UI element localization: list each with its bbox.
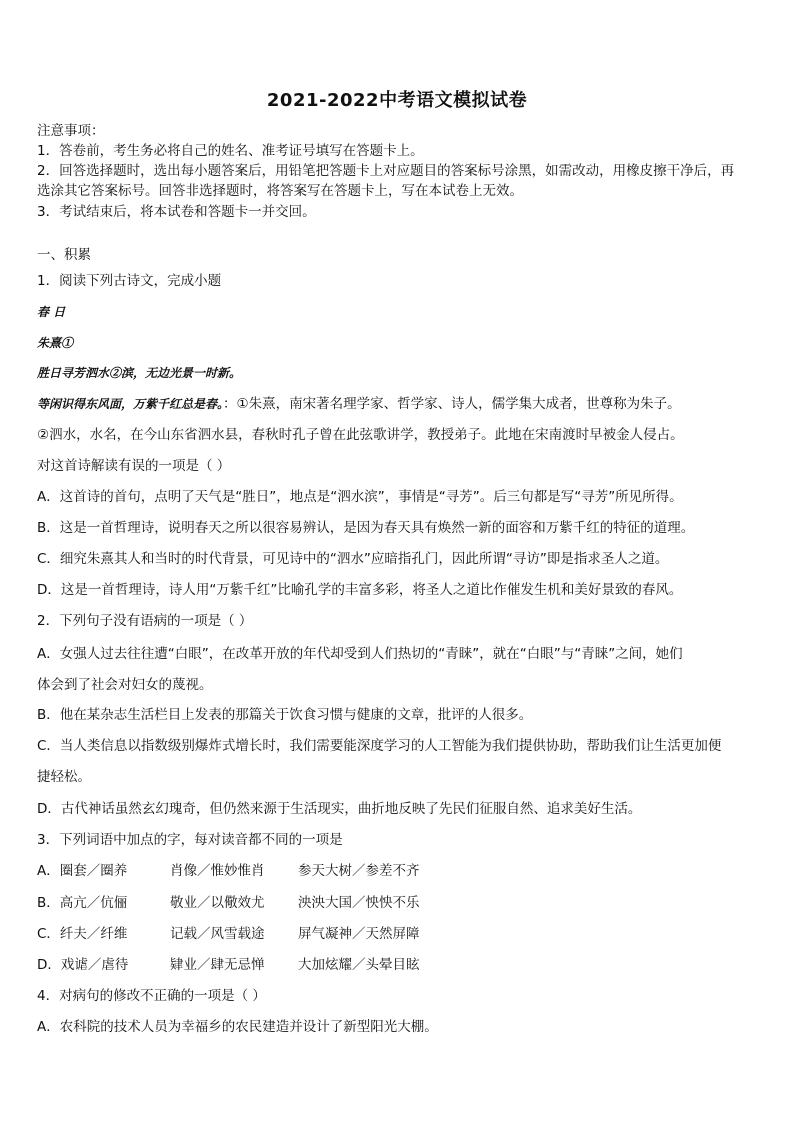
- option-cell: A．圈套／圈养: [37, 863, 128, 879]
- option-d: D．这是一首哲理诗，诗人用“万紫千红”比喻孔学的丰富多彩，将圣人之道比作催发生机和美好景致的春风。: [37, 582, 683, 598]
- option-b: B．这是一首哲理诗，说明春天之所以很容易辨认，是因为春天具有焕然一新的面容和万紫千红的特征的道理。: [37, 520, 695, 536]
- option-cell: 屏气凝神／天然屏障: [298, 926, 420, 942]
- notice-item: 2．回答选择题时，选出每小题答案后，用铅笔把答题卡上对应题目的答案标号涂黑，如需改动，用橡皮擦干净后，再: [37, 163, 735, 179]
- option-a: A．女强人过去往往遭“白眼”，在改革开放的年代却受到人们热切的“青睐”，就在“白眼”与“青睐”之间，她们: [37, 646, 683, 662]
- option-cell: 肄业／肆无忌惮: [170, 957, 265, 973]
- notice-item: 选涂其它答案标号。回答非选择题时，将答案写在答题卡上，写在本试卷上无效。: [37, 183, 523, 199]
- question-2-stem: 2．下列句子没有语病的一项是（ ）: [37, 613, 253, 629]
- question-3-stem: 3．下列词语中加点的字，每对读音都不同的一项是: [37, 832, 343, 848]
- notice-item: 1．答卷前，考生务必将自己的姓名、准考证号填写在答题卡上。: [37, 143, 424, 159]
- option-row-d: [37, 956, 420, 974]
- question-4-stem: 4．对病句的修改不正确的一项是（ ）: [37, 988, 266, 1004]
- option-d: D．古代神话虽然玄幻瑰奇，但仍然来源于生活现实，曲折地反映了先民们征服自然、追求美好生活。: [37, 801, 642, 817]
- option-row-b: [37, 894, 420, 912]
- poem-title: 春 日: [37, 305, 66, 319]
- poem-line-2: 等闲识得东风面，万紫千红总是春。: [37, 397, 224, 411]
- option-cell: D．戏谑／虐待: [37, 957, 129, 973]
- option-c-continued: 捷轻松。: [37, 769, 91, 785]
- option-cell: B．高亢／伉俪: [37, 895, 128, 911]
- notice-heading: 注意事项：: [37, 123, 105, 139]
- option-cell: C．纤夫／纤维: [37, 926, 128, 942]
- poem-note-1: ：①朱熹，南宋著名理学家、哲学家、诗人，儒学集大成者，世尊称为朱子。: [223, 396, 681, 412]
- question-1-prompt: 对这首诗解读有误的一项是（ ）: [37, 458, 231, 474]
- option-row-c: [37, 925, 420, 943]
- option-a-continued: 体会到了社会对妇女的蔑视。: [37, 677, 213, 693]
- page-title: 2021-2022中考语文模拟试卷: [266, 90, 528, 111]
- option-c: C．当人类信息以指数级别爆炸式增长时，我们需要能深度学习的人工智能为我们提供协助，帮助我们让生活更加便: [37, 738, 722, 754]
- poem-author: 朱熹①: [37, 336, 74, 350]
- poem-line-2-with-note: [37, 395, 681, 413]
- notice-item: 3．考试结束后，将本试卷和答题卡一并交回。: [37, 204, 316, 220]
- option-b: B．他在某杂志生活栏目上发表的那篇关于饮食习惯与健康的文章，批评的人很多。: [37, 707, 533, 723]
- option-cell: 肖像／惟妙惟肖: [170, 863, 265, 879]
- section-heading: 一、积累: [37, 247, 91, 263]
- option-cell: 参天大树／参差不齐: [298, 863, 420, 879]
- option-a: A．这首诗的首句，点明了天气是“胜日”，地点是“泗水滨”，事情是“寻芳”。后三句都是写“寻芳”所见所得。: [37, 489, 683, 505]
- question-1-stem: 1．阅读下列古诗文，完成小题: [37, 273, 222, 289]
- option-cell: 大加炫耀／头晕目眩: [298, 957, 420, 973]
- option-row-a: [37, 862, 420, 880]
- option-cell: 泱泱大国／怏怏不乐: [298, 895, 420, 911]
- option-cell: 记载／风雪载途: [170, 926, 265, 942]
- option-c: C．细究朱熹其人和当时的时代背景，可见诗中的“泗水”应暗指孔门，因此所谓“寻访”即是指求圣人之道。: [37, 551, 669, 567]
- poem-line-1: 胜日寻芳泗水②滨，无边光景一时新。: [37, 366, 242, 380]
- option-a: A．农科院的技术人员为幸福乡的农民建造并设计了新型阳光大棚。: [37, 1019, 438, 1035]
- option-cell: 敬业／以儆效尤: [170, 895, 265, 911]
- poem-note-2: ②泗水，水名，在今山东省泗水县，春秋时孔子曾在此弦歌讲学，教授弟子。此地在宋南渡时早被金人侵占。: [37, 427, 684, 443]
